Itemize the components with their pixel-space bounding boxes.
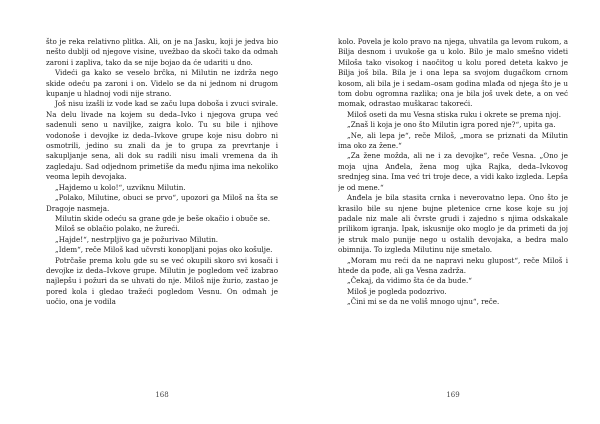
paragraph: „Moram mu reći da ne napravi neku glupost“, reče Miloš i htede da pođe, ali ga Vesna zadrža.: [338, 255, 568, 275]
paragraph: „Hajde!“, nestrpljivo ga je požurivao Milutin.: [55, 234, 219, 244]
paragraph: „Hajdemo u kolo!“, uzviknu Milutin.: [55, 182, 186, 192]
paragraph: „Čekaj, da vidimo šta će da bude.“: [347, 276, 472, 286]
paragraph: Anđela je bila stasita crnka i neverovatno lepa. Ono što je krasilo bile su njene bujne pletenice crne kose koje su joj padale niz male ali čvrste grudi i zajedno s njima odskakale prilikom igranja. Ipak, iskusnije oko moglo je da primeti da joj je struk malo punije nego u ostalih devojaka, a bedra malo obimnija. To izgleda Milutinu nije smetalo.: [338, 193, 568, 255]
paragraph: Miloš se oblačio polako, ne žureći.: [55, 224, 180, 234]
paragraph: „Ne, ali lepa je“, reče Miloš, „mora se priznati da Milutin ima oko za žene.“: [338, 130, 568, 151]
left-page: [46, 0, 278, 424]
left-page-text: [46, 37, 278, 308]
page-number: 169: [446, 391, 460, 399]
paragraph: Još nisu izašli iz vode kad se začu lupa doboša i zvuci svirale. Na delu livade na kojem su deda–Ivko i njegova grupa već sadenuli seno u naviljke, zaigra kolo. Tu su bile i njihove vodonoše i devojke iz deda–Ivkove grupe koje nisu dobro ni osmotrili, jedino su znali da je to grupa za prevrtanje i sakupljanje sena, ali dok su radili nisu imali vremena da ih zagledaju. Sad odjednom primetiše da među njima ima nekoliko veoma lepih devojaka.: [46, 99, 278, 182]
paragraph: Miloš oseti da mu Vesna stiska ruku i okrete se prema njoj.: [347, 109, 561, 119]
paragraph: „Znaš li koja je ono što Milutin igra pored nje?“, upita ga.: [347, 120, 556, 130]
paragraph: „Polako, Milutine, obuci se prvo“, upozori ga Miloš na šta se Dragoje nasmeja.: [46, 193, 278, 213]
paragraph: „Za žene možda, ali ne i za devojke“, reče Vesna. „Ono je moja ujna Anđela, žena mog ujka Rajka, deda–Ivkovog srednjeg sina. Ima već tri troje dece, a vidi kako izgleda. Lepša je od mene.“: [338, 151, 568, 192]
paragraph: što je reka relativno plitka. Ali, on je na Jasku, koji je jedva bio nešto dublji od njegove visine, uvežbao da skoči tako da odmah zaroni i zapliva, tako da se nije bojao da će udariti u dno.: [46, 37, 278, 67]
paragraph: Videći ga kako se veselo brčka, ni Milutin ne izdrža nego skide odeću pa zaroni i on. Videlo se da ni jednom ni drugom kupanje u hladnoj vodi nije strano.: [46, 68, 278, 99]
page-number: 168: [155, 391, 169, 399]
paragraph: „Idem“, reče Miloš kad učvrsti konopljani pojas oko košulje.: [55, 245, 273, 255]
paragraph: kolo. Povela je kolo pravo na njega, uhvatila ga levom rukom, a Bilja desnom i uvukoše ga u kolo. Bilo je malo smešno videti Miloša tako visokog i naočitog u kolu pored deteta kakvo je Bilja još bila. Bila je i ona lepa sa svojom dugačkom crnom kosom, ali bila je i sedam–osam godina mlađa od njega što je u tom dobu ogromna razlika; ona je bila još uvek dete, a on već momak, odrastao muškarac takoreći.: [338, 37, 568, 109]
right-page-text: [338, 37, 568, 308]
paragraph: „Čini mi se da ne voliš mnogo ujnu“, reče.: [347, 297, 500, 307]
paragraph: Milutin skide odeću sa grane gde je beše okačio i obuče se.: [55, 213, 271, 223]
paragraph: Miloš je pogleda podozrivo.: [347, 286, 447, 296]
right-page: [338, 0, 568, 424]
paragraph: Potrčaše prema kolu gde su se već okupili skoro svi kosači i devojke iz deda–Ivkove grupe. Milutin je pogledom več izabrao najlepšu i požuri da se uhvati do nje. Miloš nije žurio, zastao je pored kola i gledao tražeći pogledom Vesnu. On odmah je uočio, ona je vodila: [46, 255, 278, 307]
